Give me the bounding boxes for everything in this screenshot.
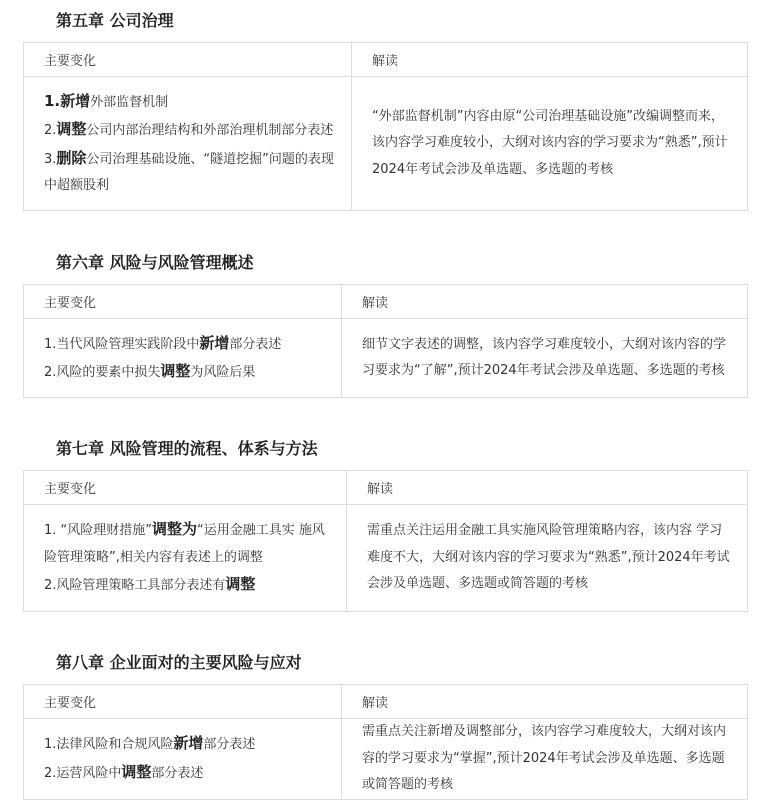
change-item-2: 2.运营风险中调整部分表述 (44, 762, 204, 781)
header-main-changes: 主要变化 (24, 285, 342, 319)
chapter-5-title: 第五章 公司治理 (56, 11, 174, 30)
interpretation-cell: “外部监督机制”内容由原“公司治理基础设施”改编调整而来，该内容学习难度较小，大纲对该内容的学习要求为“熟悉”,预计2024年考试会涉及单选题、多选题的考核 (352, 77, 748, 211)
table-header-row (24, 285, 748, 319)
chapter-8-table (23, 684, 748, 800)
table-header-row (24, 43, 748, 77)
interpretation-cell: 需重点关注新增及调整部分，该内容学习难度较大，大纲对该内容的学习要求为“掌握”,预计2024年考试会涉及单选题、多选题或简答题的考核 (342, 719, 748, 800)
table-row (24, 719, 748, 800)
change-item-3: 3.删除公司治理基础设施、“隧道挖掘”问题的表现中超额股利 (44, 148, 334, 193)
chapter-8-title: 第八章 企业面对的主要风险与应对 (56, 653, 302, 672)
header-main-changes: 主要变化 (24, 685, 342, 719)
changes-cell (24, 77, 352, 211)
changes-cell (24, 319, 342, 398)
interpretation-cell: 细节文字表述的调整，该内容学习难度较小，大纲对该内容的学习要求为“了解”,预计2024年考试会涉及单选题、多选题的考核 (342, 319, 748, 398)
header-interpretation: 解读 (342, 685, 748, 719)
change-item-2: 2.风险管理策略工具部分表述有调整 (44, 575, 256, 594)
header-main-changes: 主要变化 (24, 471, 347, 505)
chapter-5-table (23, 42, 748, 211)
table-row (24, 77, 748, 211)
changes-cell (24, 505, 347, 612)
change-item-1: 1. “风险理财措施”调整为“运用金融工具实 施风险管理策略”,相关内容有表述上的调整 (44, 520, 325, 565)
changes-cell (24, 719, 342, 800)
table-header-row (24, 685, 748, 719)
chapter-6-title: 第六章 风险与风险管理概述 (56, 253, 254, 272)
header-interpretation: 解读 (347, 471, 748, 505)
table-row (24, 319, 748, 398)
change-item-1: 1.新增外部监督机制 (44, 91, 169, 110)
header-interpretation: 解读 (342, 285, 748, 319)
header-main-changes: 主要变化 (24, 43, 352, 77)
table-row (24, 505, 748, 612)
change-item-2: 2.风险的要素中损失调整为风险后果 (44, 362, 256, 380)
chapter-6-table (23, 284, 748, 398)
interpretation-cell: 需重点关注运用金融工具实施风险管理策略内容，该内容 学习难度不大，大纲对该内容的学习要求为“熟悉”,预计2024年考试会涉及单选题、多选题或简答题的考核 (347, 505, 748, 612)
change-item-2: 2.调整公司内部治理结构和外部治理机制部分表述 (44, 120, 334, 138)
change-item-1: 1.法律风险和合规风险新增部分表述 (44, 734, 256, 753)
change-item-1: 1.当代风险管理实践阶段中新增部分表述 (44, 333, 282, 352)
chapter-7-title: 第七章 风险管理的流程、体系与方法 (56, 439, 318, 458)
table-header-row (24, 471, 748, 505)
header-interpretation: 解读 (352, 43, 748, 77)
chapter-7-table (23, 470, 748, 612)
